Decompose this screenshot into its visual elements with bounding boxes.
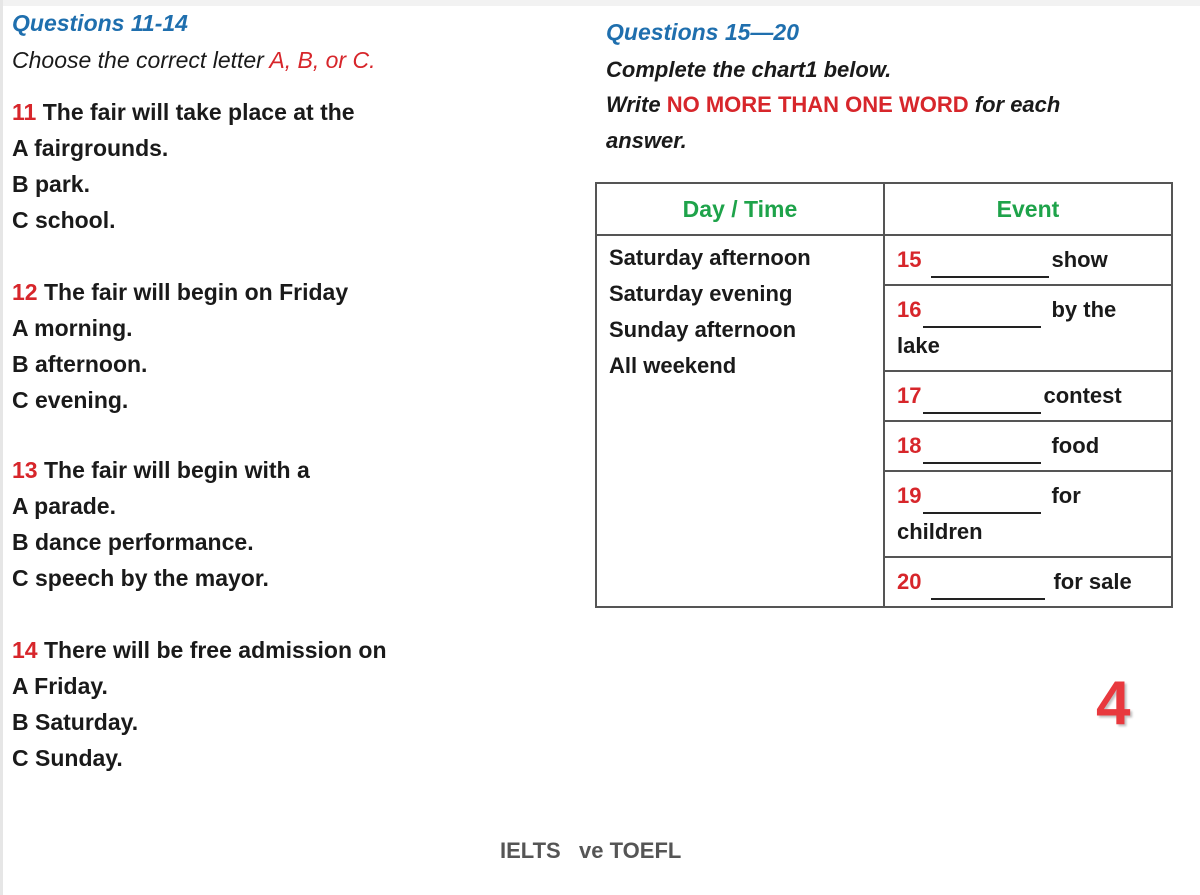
chart-header-row [596, 183, 1172, 235]
day-sunday-afternoon: Sunday afternoon [609, 317, 797, 342]
instruction-left [12, 47, 375, 74]
events-chart [595, 182, 1173, 608]
event-text: for [1051, 483, 1081, 508]
question-number: 13 [12, 457, 38, 483]
event-text: contest [1043, 383, 1122, 408]
event-20 [884, 557, 1172, 607]
option-c: C evening. [12, 387, 129, 413]
event-text-wrap: children [897, 519, 983, 544]
answer-blank[interactable] [923, 302, 1041, 328]
option-c: C speech by the mayor. [12, 565, 269, 591]
question-number: 12 [12, 279, 38, 305]
instruction-letters: A, B, or C. [269, 47, 376, 73]
event-number: 18 [897, 433, 922, 458]
instruction-emphasis: NO MORE THAN ONE WORD [666, 92, 969, 117]
option-a: A fairgrounds. [12, 135, 169, 161]
instruction-pre: Write [606, 92, 661, 117]
option-b: B dance performance. [12, 529, 254, 555]
event-number: 17 [897, 383, 922, 408]
event-number: 15 [897, 247, 922, 272]
answer-blank[interactable] [931, 252, 1049, 278]
event-text-wrap: lake [897, 333, 940, 358]
answer-blank[interactable] [931, 574, 1045, 600]
day-saturday-afternoon: Saturday afternoon [609, 245, 811, 270]
event-text: food [1051, 433, 1100, 458]
instruction-complete-chart: Complete the chart1 below. [606, 57, 892, 82]
instruction-post: for each [974, 92, 1061, 117]
event-19 [884, 471, 1172, 557]
instruction-word-limit [606, 92, 1060, 118]
question-11 [12, 94, 355, 238]
event-number: 16 [897, 297, 922, 322]
event-16 [884, 285, 1172, 371]
event-text: for sale [1053, 569, 1132, 594]
option-a: A morning. [12, 315, 133, 341]
day-time-cell [596, 235, 884, 607]
question-13 [12, 452, 310, 596]
option-b: B afternoon. [12, 351, 148, 377]
answer-blank[interactable] [923, 488, 1041, 514]
left-border [0, 0, 3, 895]
top-border [0, 0, 1200, 6]
answer-blank[interactable] [923, 388, 1041, 414]
event-number: 20 [897, 569, 922, 594]
option-b: B Saturday. [12, 709, 139, 735]
question-stem: The fair will begin with a [43, 457, 310, 483]
question-12 [12, 274, 348, 418]
day-all-weekend: All weekend [609, 353, 737, 378]
option-a: A Friday. [12, 673, 108, 699]
answer-blank[interactable] [923, 438, 1041, 464]
question-stem: The fair will begin on Friday [43, 279, 349, 305]
question-stem: The fair will take place at the [42, 99, 355, 125]
day-saturday-evening: Saturday evening [609, 281, 793, 306]
option-a: A parade. [12, 493, 116, 519]
questions-15-20-title: Questions 15—20 [606, 19, 800, 45]
instruction-text: Choose the correct letter [12, 47, 264, 73]
page-number: 4 [1096, 669, 1131, 738]
instruction-answer: answer. [606, 128, 687, 153]
question-number: 11 [12, 99, 37, 125]
question-14 [12, 632, 387, 776]
event-text: show [1051, 247, 1108, 272]
option-b: B park. [12, 171, 90, 197]
event-text: by the [1051, 297, 1117, 322]
header-day-time: Day / Time [596, 183, 884, 235]
option-c: C school. [12, 207, 116, 233]
event-15 [884, 235, 1172, 285]
question-stem: There will be free admission on [43, 637, 387, 663]
event-18 [884, 421, 1172, 471]
footer-label: IELTS ve TOEFL [500, 838, 682, 863]
event-number: 19 [897, 483, 922, 508]
event-17 [884, 371, 1172, 421]
header-event: Event [884, 183, 1172, 235]
question-number: 14 [12, 637, 38, 663]
option-c: C Sunday. [12, 745, 123, 771]
questions-11-14-title: Questions 11-14 [12, 10, 188, 36]
